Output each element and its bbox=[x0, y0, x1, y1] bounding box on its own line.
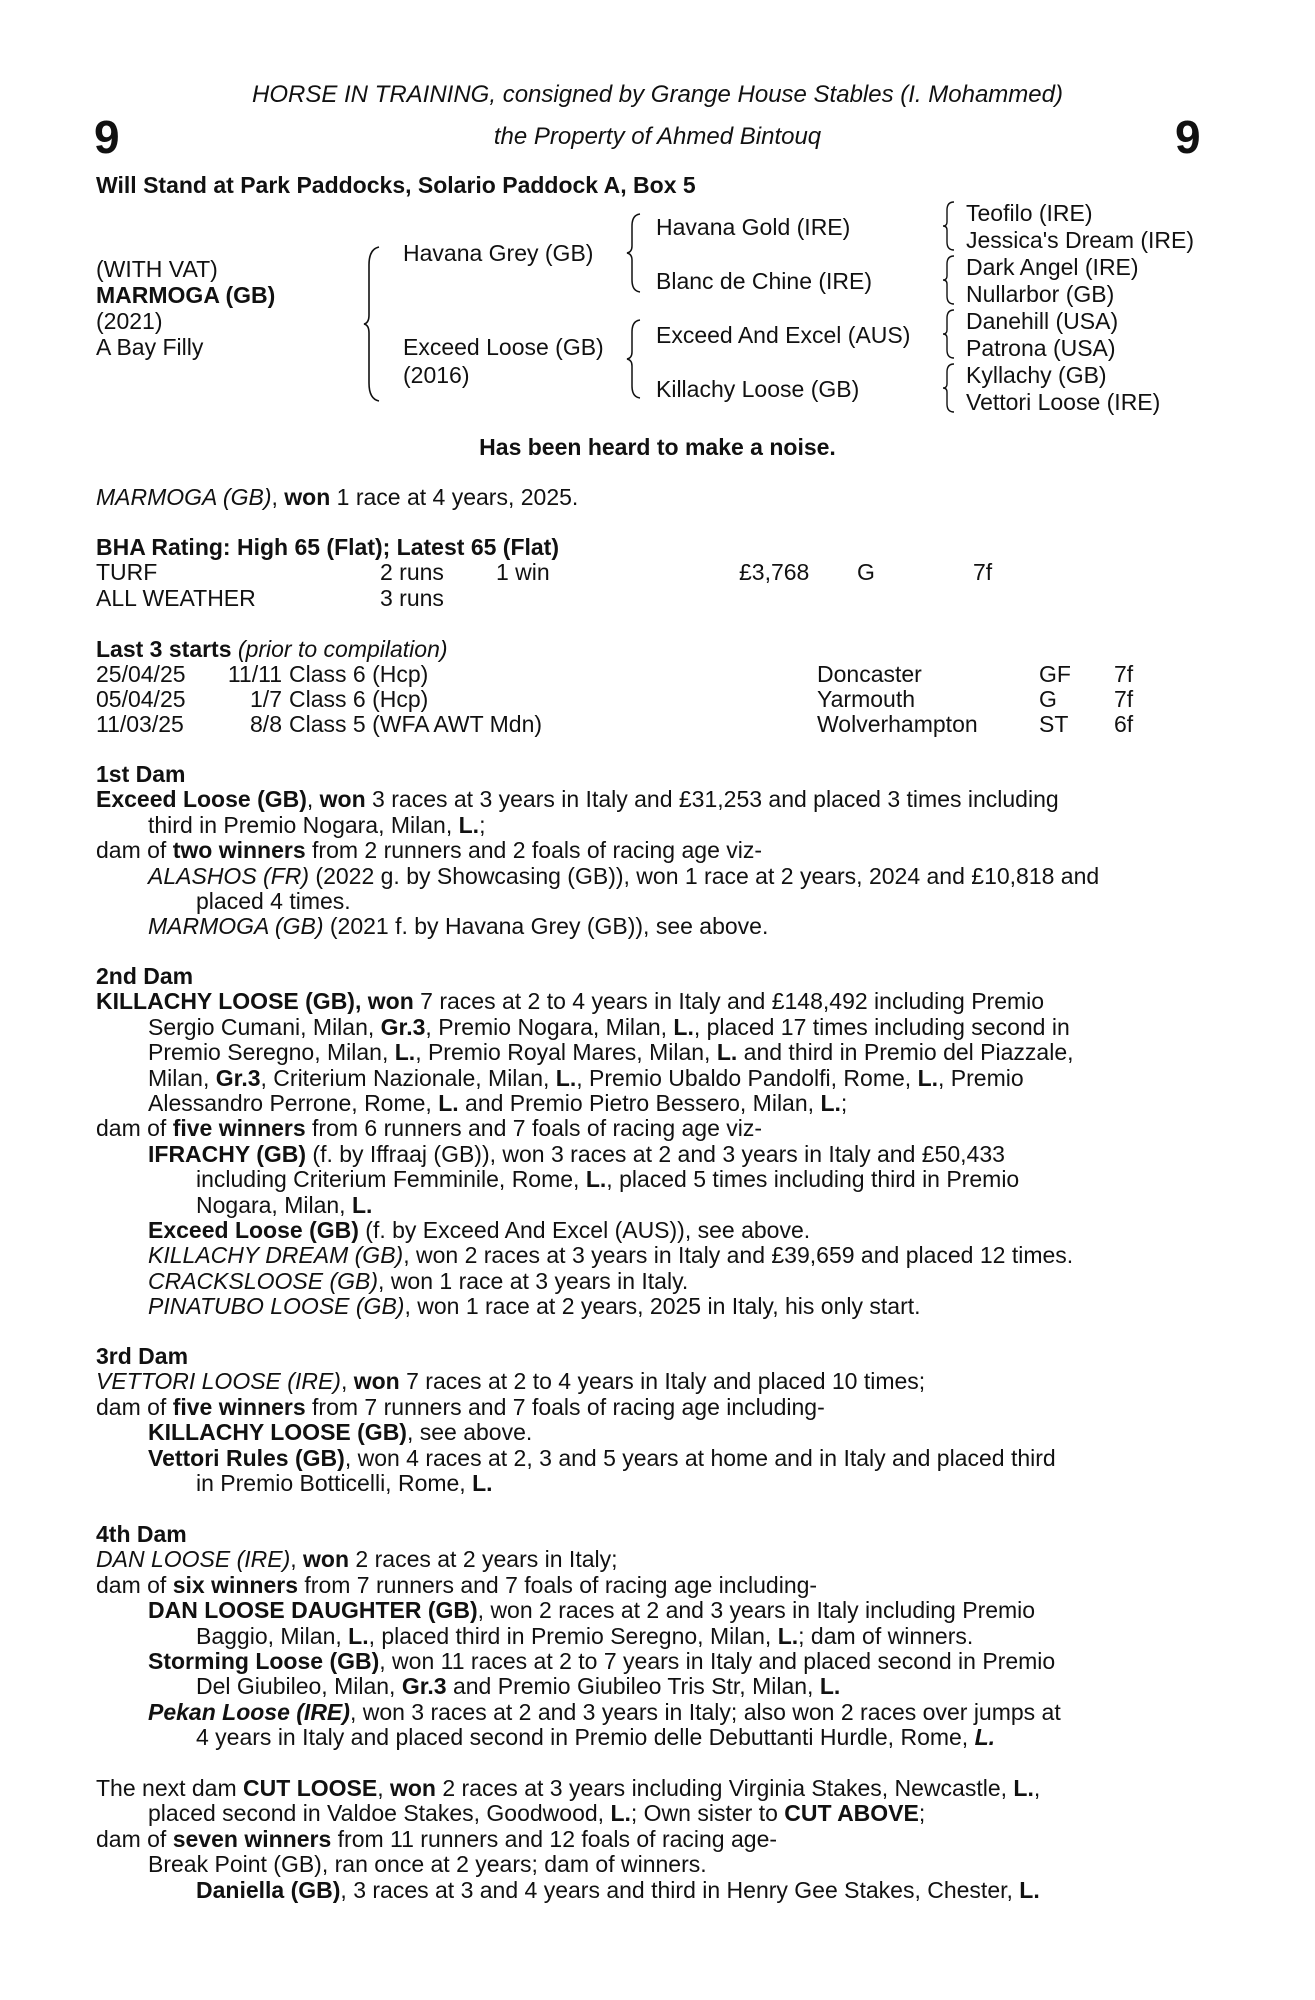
start-row bbox=[96, 661, 186, 687]
progeny-item bbox=[96, 1852, 1206, 1877]
listed-mark: L. bbox=[351, 1191, 373, 1218]
progeny-text: Break Point (GB), ran once at 2 years; dam of winners. bbox=[148, 1851, 707, 1878]
progeny-text: , won 3 races at 2 and 3 years in Italy; also won 2 races over jumps at bbox=[349, 1698, 1061, 1725]
dam-record-cont bbox=[96, 1015, 1206, 1040]
comma: , bbox=[306, 786, 320, 813]
record-text: Alessandro Perrone, Rome, bbox=[148, 1090, 439, 1117]
progeny-text: ; dam of winners. bbox=[798, 1622, 974, 1649]
gen3-brace-2 bbox=[942, 254, 956, 306]
section-heading: 1st Dam bbox=[96, 761, 186, 787]
dam-name: CUT LOOSE bbox=[243, 1775, 378, 1801]
dam-record-cont bbox=[96, 1040, 1206, 1065]
start-course: Doncaster bbox=[817, 661, 922, 687]
listed-mark: L. bbox=[458, 811, 480, 838]
start-row bbox=[96, 711, 184, 737]
pedigree-ddd: Vettori Loose (IRE) bbox=[966, 389, 1161, 415]
start-race: Class 5 (WFA AWT Mdn) bbox=[289, 711, 543, 737]
summary-comma: , bbox=[271, 484, 285, 510]
pedigree-sdd: Nullarbor (GB) bbox=[966, 281, 1115, 307]
dam-of-line bbox=[96, 838, 1206, 863]
group-mark: Gr.3 bbox=[401, 1673, 447, 1700]
record-text: and Premio Pietro Bessero, Milan, bbox=[458, 1090, 821, 1117]
last-starts-note: (prior to compilation) bbox=[237, 636, 448, 662]
pedigree-brace bbox=[363, 245, 381, 403]
record-text: , Premio Nogara, Milan, bbox=[425, 1013, 674, 1040]
record-text: 2 races at 2 years in Italy; bbox=[349, 1546, 618, 1573]
progeny-text: in Premio Botticelli, Rome, bbox=[196, 1470, 473, 1497]
dam-of-line bbox=[96, 1395, 1206, 1420]
start-position: 11/11 bbox=[227, 661, 282, 687]
dam-record-cont bbox=[96, 1066, 1206, 1091]
progeny-item-cont bbox=[96, 889, 1206, 914]
pedigree-dds: Kyllachy (GB) bbox=[966, 362, 1107, 388]
summary-horse-name: MARMOGA (GB) bbox=[96, 484, 272, 510]
progeny-text: 4 years in Italy and placed second in Premio delle Debuttanti Hurdle, Rome, bbox=[196, 1724, 975, 1751]
winners-count: two winners bbox=[172, 837, 306, 864]
pedigree-sire-sire: Havana Gold (IRE) bbox=[656, 214, 851, 240]
progeny-text: (f. by Exceed And Excel (AUS)), see above. bbox=[358, 1217, 811, 1244]
consignor-line: HORSE IN TRAINING, consigned by Grange House Stables (I. Mohammed) bbox=[252, 81, 1063, 108]
start-distance: 7f bbox=[1114, 661, 1134, 687]
progeny-name: Vettori Rules (GB) bbox=[148, 1444, 345, 1471]
dam-name: DAN LOOSE (IRE) bbox=[96, 1546, 291, 1573]
wind-note: Has been heard to make a noise. bbox=[479, 434, 836, 460]
record-text: ; Own sister to bbox=[630, 1800, 785, 1827]
record-text: , Premio bbox=[938, 1064, 1024, 1091]
progeny-item bbox=[96, 864, 1206, 889]
record-text: ; bbox=[918, 1800, 926, 1827]
record-text: , bbox=[1033, 1775, 1041, 1801]
record-text: and third in Premio del Piazzale, bbox=[737, 1039, 1074, 1066]
turf-going: G bbox=[857, 559, 875, 585]
start-row bbox=[96, 686, 186, 712]
progeny-name: KILLACHY LOOSE (GB) bbox=[148, 1419, 407, 1446]
dam-of-text: dam of bbox=[96, 1393, 173, 1420]
record-text: Premio Seregno, Milan, bbox=[148, 1039, 395, 1066]
dam-name: Exceed Loose (GB) bbox=[96, 786, 307, 813]
pedigree-dam-dam: Killachy Loose (GB) bbox=[656, 376, 860, 402]
winners-count: seven winners bbox=[172, 1825, 332, 1852]
pedigree-dam-sire: Exceed And Excel (AUS) bbox=[656, 322, 911, 348]
record-text: , Criterium Nazionale, Milan, bbox=[260, 1064, 556, 1091]
comma: , bbox=[377, 1775, 390, 1801]
record-text: Sergio Cumani, Milan, bbox=[148, 1013, 381, 1040]
progeny-text: , won 1 race at 2 years, 2025 in Italy, his only start. bbox=[404, 1293, 921, 1320]
won-label: won bbox=[353, 1368, 400, 1395]
summary-text: 1 race at 4 years, 2025. bbox=[330, 484, 579, 510]
listed-mark: L. bbox=[610, 1800, 631, 1827]
winners-count: five winners bbox=[172, 1115, 306, 1142]
dam-name: KILLACHY LOOSE (GB) bbox=[96, 988, 355, 1015]
record-text: , placed 17 times including second in bbox=[693, 1013, 1070, 1040]
first-dam-section bbox=[96, 762, 1206, 940]
summary-won: won bbox=[284, 484, 331, 510]
dam-record bbox=[96, 787, 1206, 812]
progeny-name: Daniella (GB) bbox=[196, 1876, 341, 1903]
progeny-name: ALASHOS (FR) bbox=[148, 862, 310, 889]
progeny-item-cont bbox=[96, 1624, 1206, 1649]
record-text: 7 races at 2 to 4 years in Italy and placed 10 times; bbox=[399, 1368, 926, 1395]
listed-mark: L. bbox=[716, 1039, 738, 1066]
winners-count: six winners bbox=[172, 1571, 298, 1598]
gen3-brace-4 bbox=[942, 362, 956, 414]
start-race: Class 6 (Hcp) bbox=[289, 686, 429, 712]
progeny-item bbox=[96, 1269, 1206, 1294]
progeny-item bbox=[96, 1218, 1206, 1243]
progeny-item-cont bbox=[96, 1193, 1206, 1218]
record-text: ; bbox=[840, 1090, 848, 1117]
progeny-text: Del Giubileo, Milan, bbox=[196, 1673, 402, 1700]
progeny-name: IFRACHY (GB) bbox=[148, 1140, 307, 1167]
winners-count: five winners bbox=[172, 1393, 306, 1420]
turf-distance: 7f bbox=[973, 559, 993, 585]
won-label: won bbox=[303, 1546, 350, 1573]
progeny-text: (2021 f. by Havana Grey (GB)), see above. bbox=[323, 913, 769, 940]
won-label: won bbox=[319, 786, 366, 813]
record-text: placed second in Valdoe Stakes, Goodwood, bbox=[148, 1800, 611, 1827]
listed-mark: L. bbox=[1013, 1775, 1034, 1801]
dam-record-cont bbox=[96, 1091, 1206, 1116]
progeny-item-cont bbox=[96, 1674, 1206, 1699]
last-starts-title bbox=[96, 636, 448, 662]
record-text: , Premio Royal Mares, Milan, bbox=[415, 1039, 717, 1066]
record-text: Milan, bbox=[148, 1064, 216, 1091]
progeny-item-cont bbox=[96, 1471, 1206, 1496]
listed-mark: L. bbox=[974, 1724, 996, 1751]
progeny-item bbox=[96, 1294, 1206, 1319]
progeny-name: DAN LOOSE DAUGHTER (GB) bbox=[148, 1597, 478, 1624]
sire-brace bbox=[626, 212, 644, 294]
dam-of-text: dam of bbox=[96, 837, 173, 864]
progeny-name: KILLACHY DREAM (GB) bbox=[148, 1242, 404, 1269]
progeny-name: PINATUBO LOOSE (GB) bbox=[148, 1293, 405, 1320]
dam-record-cont bbox=[96, 813, 1206, 838]
listed-mark: L. bbox=[777, 1622, 799, 1649]
progeny-name: CRACKSLOOSE (GB) bbox=[148, 1267, 379, 1294]
dam-of-text: from 7 runners and 7 foals of racing age including- bbox=[298, 1571, 818, 1598]
listed-mark: L. bbox=[585, 1166, 607, 1193]
listed-mark: L. bbox=[555, 1064, 577, 1091]
comma: , bbox=[290, 1546, 304, 1573]
progeny-text: Nogara, Milan, bbox=[196, 1191, 352, 1218]
progeny-text: , 3 races at 3 and 4 years and third in Henry Gee Stakes, Chester, bbox=[340, 1876, 1020, 1903]
dam-of-text: dam of bbox=[96, 1571, 173, 1598]
start-distance: 6f bbox=[1114, 711, 1134, 737]
pedigree-ssd: Jessica's Dream (IRE) bbox=[966, 227, 1195, 253]
gen3-brace-1 bbox=[942, 200, 956, 252]
start-date: 25/04/25 bbox=[96, 661, 186, 687]
progeny-text: including Criterium Femminile, Rome, bbox=[196, 1166, 586, 1193]
last-starts-label: Last 3 starts bbox=[96, 636, 232, 662]
progeny-text: and Premio Giubileo Tris Str, Milan, bbox=[446, 1673, 820, 1700]
progeny-item bbox=[96, 1700, 1206, 1725]
dam-of-text: dam of bbox=[96, 1115, 173, 1142]
progeny-item bbox=[96, 1142, 1206, 1167]
record-text: third in Premio Nogara, Milan, bbox=[148, 811, 459, 838]
pedigree-sire: Havana Grey (GB) bbox=[403, 240, 594, 266]
horse-year: (2021) bbox=[96, 308, 163, 334]
listed-mark: L. bbox=[673, 1013, 694, 1040]
progeny-text: , placed third in Premio Seregno, Milan, bbox=[368, 1622, 778, 1649]
listed-mark: L. bbox=[1019, 1876, 1040, 1903]
progeny-text: , won 4 races at 2, 3 and 5 years at home and in Italy and placed third bbox=[344, 1444, 1056, 1471]
aw-runs: 3 runs bbox=[380, 585, 444, 611]
start-position: 1/7 bbox=[250, 686, 282, 712]
dam-of-text: from 6 runners and 7 foals of racing age viz- bbox=[305, 1115, 763, 1142]
comma: , bbox=[340, 1368, 354, 1395]
fourth-dam-section bbox=[96, 1522, 1206, 1751]
pedigree-dam: Exceed Loose (GB) bbox=[403, 334, 604, 360]
progeny-text: , won 2 races at 2 and 3 years in Italy including Premio bbox=[477, 1597, 1036, 1624]
dam-of-text: from 2 runners and 2 foals of racing age viz- bbox=[305, 837, 763, 864]
progeny-text: , see above. bbox=[406, 1419, 533, 1446]
pedigree-dam-year: (2016) bbox=[403, 362, 470, 388]
section-heading: 4th Dam bbox=[96, 1521, 187, 1547]
dam-of-line bbox=[96, 1827, 1206, 1852]
record-text: 2 races at 3 years including Virginia Stakes, Newcastle, bbox=[435, 1775, 1014, 1801]
record-text: ; bbox=[479, 811, 486, 838]
vat-note: (WITH VAT) bbox=[96, 256, 218, 282]
progeny-item bbox=[96, 914, 1206, 939]
lot-number-right: 9 bbox=[1175, 111, 1201, 163]
pedigree-sss: Teofilo (IRE) bbox=[966, 200, 1093, 226]
dam-name: VETTORI LOOSE (IRE) bbox=[96, 1368, 341, 1395]
turf-runs: 2 runs bbox=[380, 559, 444, 585]
dam-record bbox=[96, 1776, 1206, 1801]
turf-wins: 1 win bbox=[496, 559, 550, 585]
progeny-item bbox=[96, 1598, 1206, 1623]
progeny-name: MARMOGA (GB) bbox=[148, 913, 324, 940]
section-heading: 2nd Dam bbox=[96, 963, 194, 989]
start-position: 8/8 bbox=[250, 711, 282, 737]
bha-rating-title: BHA Rating: High 65 (Flat); Latest 65 (Flat) bbox=[96, 534, 559, 560]
dam-of-line bbox=[96, 1116, 1206, 1141]
pedigree-sire-dam: Blanc de Chine (IRE) bbox=[656, 268, 873, 294]
horse-name: MARMOGA (GB) bbox=[96, 282, 276, 308]
group-mark: Gr.3 bbox=[380, 1013, 426, 1040]
progeny-item bbox=[96, 1649, 1206, 1674]
progeny-item bbox=[96, 1878, 1206, 1903]
stand-location: Will Stand at Park Paddocks, Solario Paddock A, Box 5 bbox=[96, 172, 696, 198]
start-date: 11/03/25 bbox=[96, 711, 184, 737]
comma: , bbox=[354, 988, 368, 1015]
won-label: won bbox=[367, 988, 414, 1015]
second-dam-section bbox=[96, 964, 1206, 1320]
progeny-item bbox=[96, 1243, 1206, 1268]
dam-brace bbox=[626, 318, 644, 400]
listed-mark: L. bbox=[819, 1673, 841, 1700]
sister-name: CUT ABOVE bbox=[784, 1800, 919, 1827]
listed-mark: L. bbox=[472, 1470, 493, 1497]
dam-record bbox=[96, 1547, 1206, 1572]
turf-label: TURF bbox=[96, 559, 158, 585]
listed-mark: L. bbox=[820, 1090, 841, 1117]
lot-number-left: 9 bbox=[94, 111, 120, 163]
start-going: ST bbox=[1039, 711, 1069, 737]
start-race: Class 6 (Hcp) bbox=[289, 661, 429, 687]
listed-mark: L. bbox=[917, 1064, 939, 1091]
progeny-text: , won 11 races at 2 to 7 years in Italy and placed second in Premio bbox=[379, 1648, 1056, 1675]
listed-mark: L. bbox=[438, 1090, 459, 1117]
start-distance: 7f bbox=[1114, 686, 1134, 712]
progeny-text: , won 1 race at 3 years in Italy. bbox=[378, 1267, 689, 1294]
section-heading: 3rd Dam bbox=[96, 1343, 189, 1369]
progeny-item bbox=[96, 1420, 1206, 1445]
record-text: 7 races at 2 to 4 years in Italy and £148,492 including Premio bbox=[413, 988, 1045, 1015]
listed-mark: L. bbox=[348, 1622, 369, 1649]
pedigree-sds: Dark Angel (IRE) bbox=[966, 254, 1139, 280]
listed-mark: L. bbox=[394, 1039, 416, 1066]
record-text: , Premio Ubaldo Pandolfi, Rome, bbox=[576, 1064, 918, 1091]
dam-of-text: dam of bbox=[96, 1825, 173, 1852]
progeny-item-cont bbox=[96, 1167, 1206, 1192]
pedigree-dsd: Patrona (USA) bbox=[966, 335, 1116, 361]
aw-label: ALL WEATHER bbox=[96, 585, 256, 611]
start-going: G bbox=[1039, 686, 1057, 712]
progeny-name: Pekan Loose (IRE) bbox=[148, 1698, 350, 1725]
owner-line: the Property of Ahmed Bintouq bbox=[493, 123, 822, 150]
group-mark: Gr.3 bbox=[215, 1064, 261, 1091]
third-dam-section bbox=[96, 1344, 1206, 1496]
progeny-text: , placed 5 times including third in Premio bbox=[606, 1166, 1020, 1193]
progeny-item bbox=[96, 1446, 1206, 1471]
dam-of-line bbox=[96, 1573, 1206, 1598]
record-text: 3 races at 3 years in Italy and £31,253 and placed 3 times including bbox=[365, 786, 1059, 813]
horse-description: A Bay Filly bbox=[96, 334, 204, 360]
progeny-text: , won 2 races at 3 years in Italy and £39,659 and placed 12 times. bbox=[403, 1242, 1074, 1269]
race-summary bbox=[96, 484, 578, 510]
start-course: Yarmouth bbox=[817, 686, 916, 712]
start-course: Wolverhampton bbox=[817, 711, 978, 737]
dam-of-text: from 11 runners and 12 foals of racing age- bbox=[331, 1825, 778, 1852]
turf-prize: £3,768 bbox=[739, 559, 810, 585]
progeny-text: (f. by Iffraaj (GB)), won 3 races at 2 and 3 years in Italy and £50,433 bbox=[306, 1140, 1005, 1167]
gen3-brace-3 bbox=[942, 308, 956, 360]
dam-record bbox=[96, 1369, 1206, 1394]
progeny-text: placed 4 times. bbox=[196, 888, 351, 915]
progeny-text: (2022 g. by Showcasing (GB)), won 1 race at 2 years, 2024 and £10,818 and bbox=[309, 862, 1100, 889]
record-text: The next dam bbox=[96, 1775, 244, 1801]
progeny-name: Storming Loose (GB) bbox=[148, 1648, 380, 1675]
progeny-item-cont bbox=[96, 1725, 1206, 1750]
dam-record bbox=[96, 989, 1206, 1014]
start-going: GF bbox=[1039, 661, 1071, 687]
start-date: 05/04/25 bbox=[96, 686, 186, 712]
progeny-name: Exceed Loose (GB) bbox=[148, 1217, 359, 1244]
progeny-text: Baggio, Milan, bbox=[196, 1622, 349, 1649]
pedigree-dss: Danehill (USA) bbox=[966, 308, 1119, 334]
dam-of-text: from 7 runners and 7 foals of racing age including- bbox=[305, 1393, 825, 1420]
next-dam-section bbox=[96, 1776, 1206, 1903]
dam-record-cont bbox=[96, 1801, 1206, 1826]
won-label: won bbox=[389, 1775, 436, 1801]
